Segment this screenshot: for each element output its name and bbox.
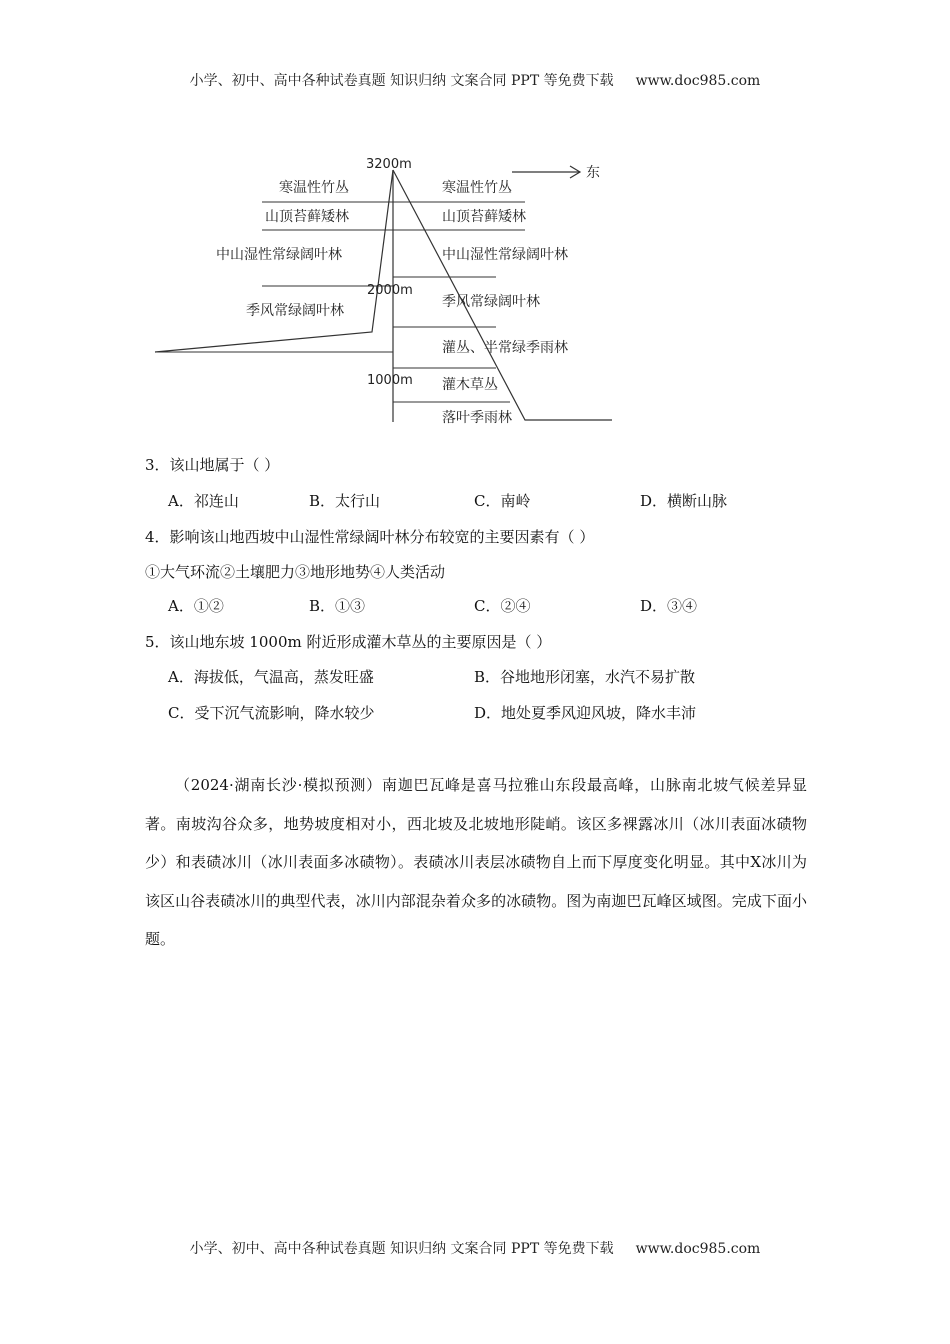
q3-option-a: A．祁连山 <box>168 492 239 510</box>
reading-passage: （2024·湖南长沙·模拟预测）南迦巴瓦峰是喜马拉雅山东段最高峰，山脉南北坡气候差异显著。南坡沟谷众多，地势坡度相对小，西北坡及北坡地形陡峭。该区多裸露冰川（冰川表面冰碛物少）和表碛冰川（冰川表面多冰碛物）。表碛冰川表层冰碛物自上而下厚度变化明显。其中X冰川为该区山谷表碛冰川的典型代表，冰川内部混杂着众多的冰碛物。图为南迦巴瓦峰区域图。完成下面小题。 <box>145 776 807 948</box>
east-zone-label: 中山湿性常绿阔叶林 <box>442 247 568 263</box>
q5-option-d: D．地处夏季风迎风坡，降水丰沛 <box>474 704 697 722</box>
q5-option-b: B．谷地地形闭塞，水汽不易扩散 <box>474 668 696 686</box>
q4-option-c: C．②④ <box>474 597 531 615</box>
q3-option-b: B．太行山 <box>309 492 381 510</box>
direction-label: 东 <box>586 165 600 181</box>
elevation-label-3200: 3200m <box>366 157 412 172</box>
east-zone-label: 落叶季雨林 <box>442 410 512 426</box>
east-zone-label: 寒温性竹丛 <box>442 180 512 196</box>
footer-text: 小学、初中、高中各种试卷真题 知识归纳 文案合同 PPT 等免费下载 <box>189 1241 614 1257</box>
q3-option-c: C．南岭 <box>474 492 531 510</box>
west-zone-label: 山顶苔藓矮林 <box>265 209 349 225</box>
q3-option-d: D．横断山脉 <box>640 492 728 510</box>
question-4-factors: ①大气环流②土壤肥力③地形地势④人类活动 <box>145 563 446 581</box>
q4-option-a: A．①② <box>168 597 224 615</box>
elevation-label-2000: 2000m <box>367 283 413 298</box>
q5-option-a: A．海拔低，气温高，蒸发旺盛 <box>168 668 374 686</box>
east-zone-label: 灌木草丛 <box>442 377 498 393</box>
vegetation-zone-diagram <box>150 150 630 430</box>
footer-url[interactable]: www.doc985.com <box>635 1241 761 1257</box>
page-footer <box>0 1238 950 1258</box>
page-header <box>0 70 950 90</box>
west-zone-label: 寒温性竹丛 <box>279 180 349 196</box>
west-zone-label: 季风常绿阔叶林 <box>246 303 344 319</box>
question-5-stem: 5．该山地东坡 1000m 附近形成灌木草丛的主要原因是（ ） <box>145 633 552 651</box>
q4-option-d: D．③④ <box>640 597 698 615</box>
east-zone-label: 山顶苔藓矮林 <box>442 209 526 225</box>
header-url[interactable]: www.doc985.com <box>635 73 761 89</box>
question-4-stem: 4．影响该山地西坡中山湿性常绿阔叶林分布较宽的主要因素有（ ） <box>145 528 595 546</box>
header-text: 小学、初中、高中各种试卷真题 知识归纳 文案合同 PPT 等免费下载 <box>189 73 614 89</box>
east-zone-label: 灌丛、半常绿季雨林 <box>442 340 568 356</box>
west-zone-label: 中山湿性常绿阔叶林 <box>216 247 342 263</box>
question-3-stem: 3．该山地属于（ ） <box>145 456 280 474</box>
q4-option-b: B．①③ <box>309 597 366 615</box>
east-zone-label: 季风常绿阔叶林 <box>442 294 540 310</box>
elevation-label-1000: 1000m <box>367 373 413 388</box>
q5-option-c: C．受下沉气流影响，降水较少 <box>168 704 375 722</box>
